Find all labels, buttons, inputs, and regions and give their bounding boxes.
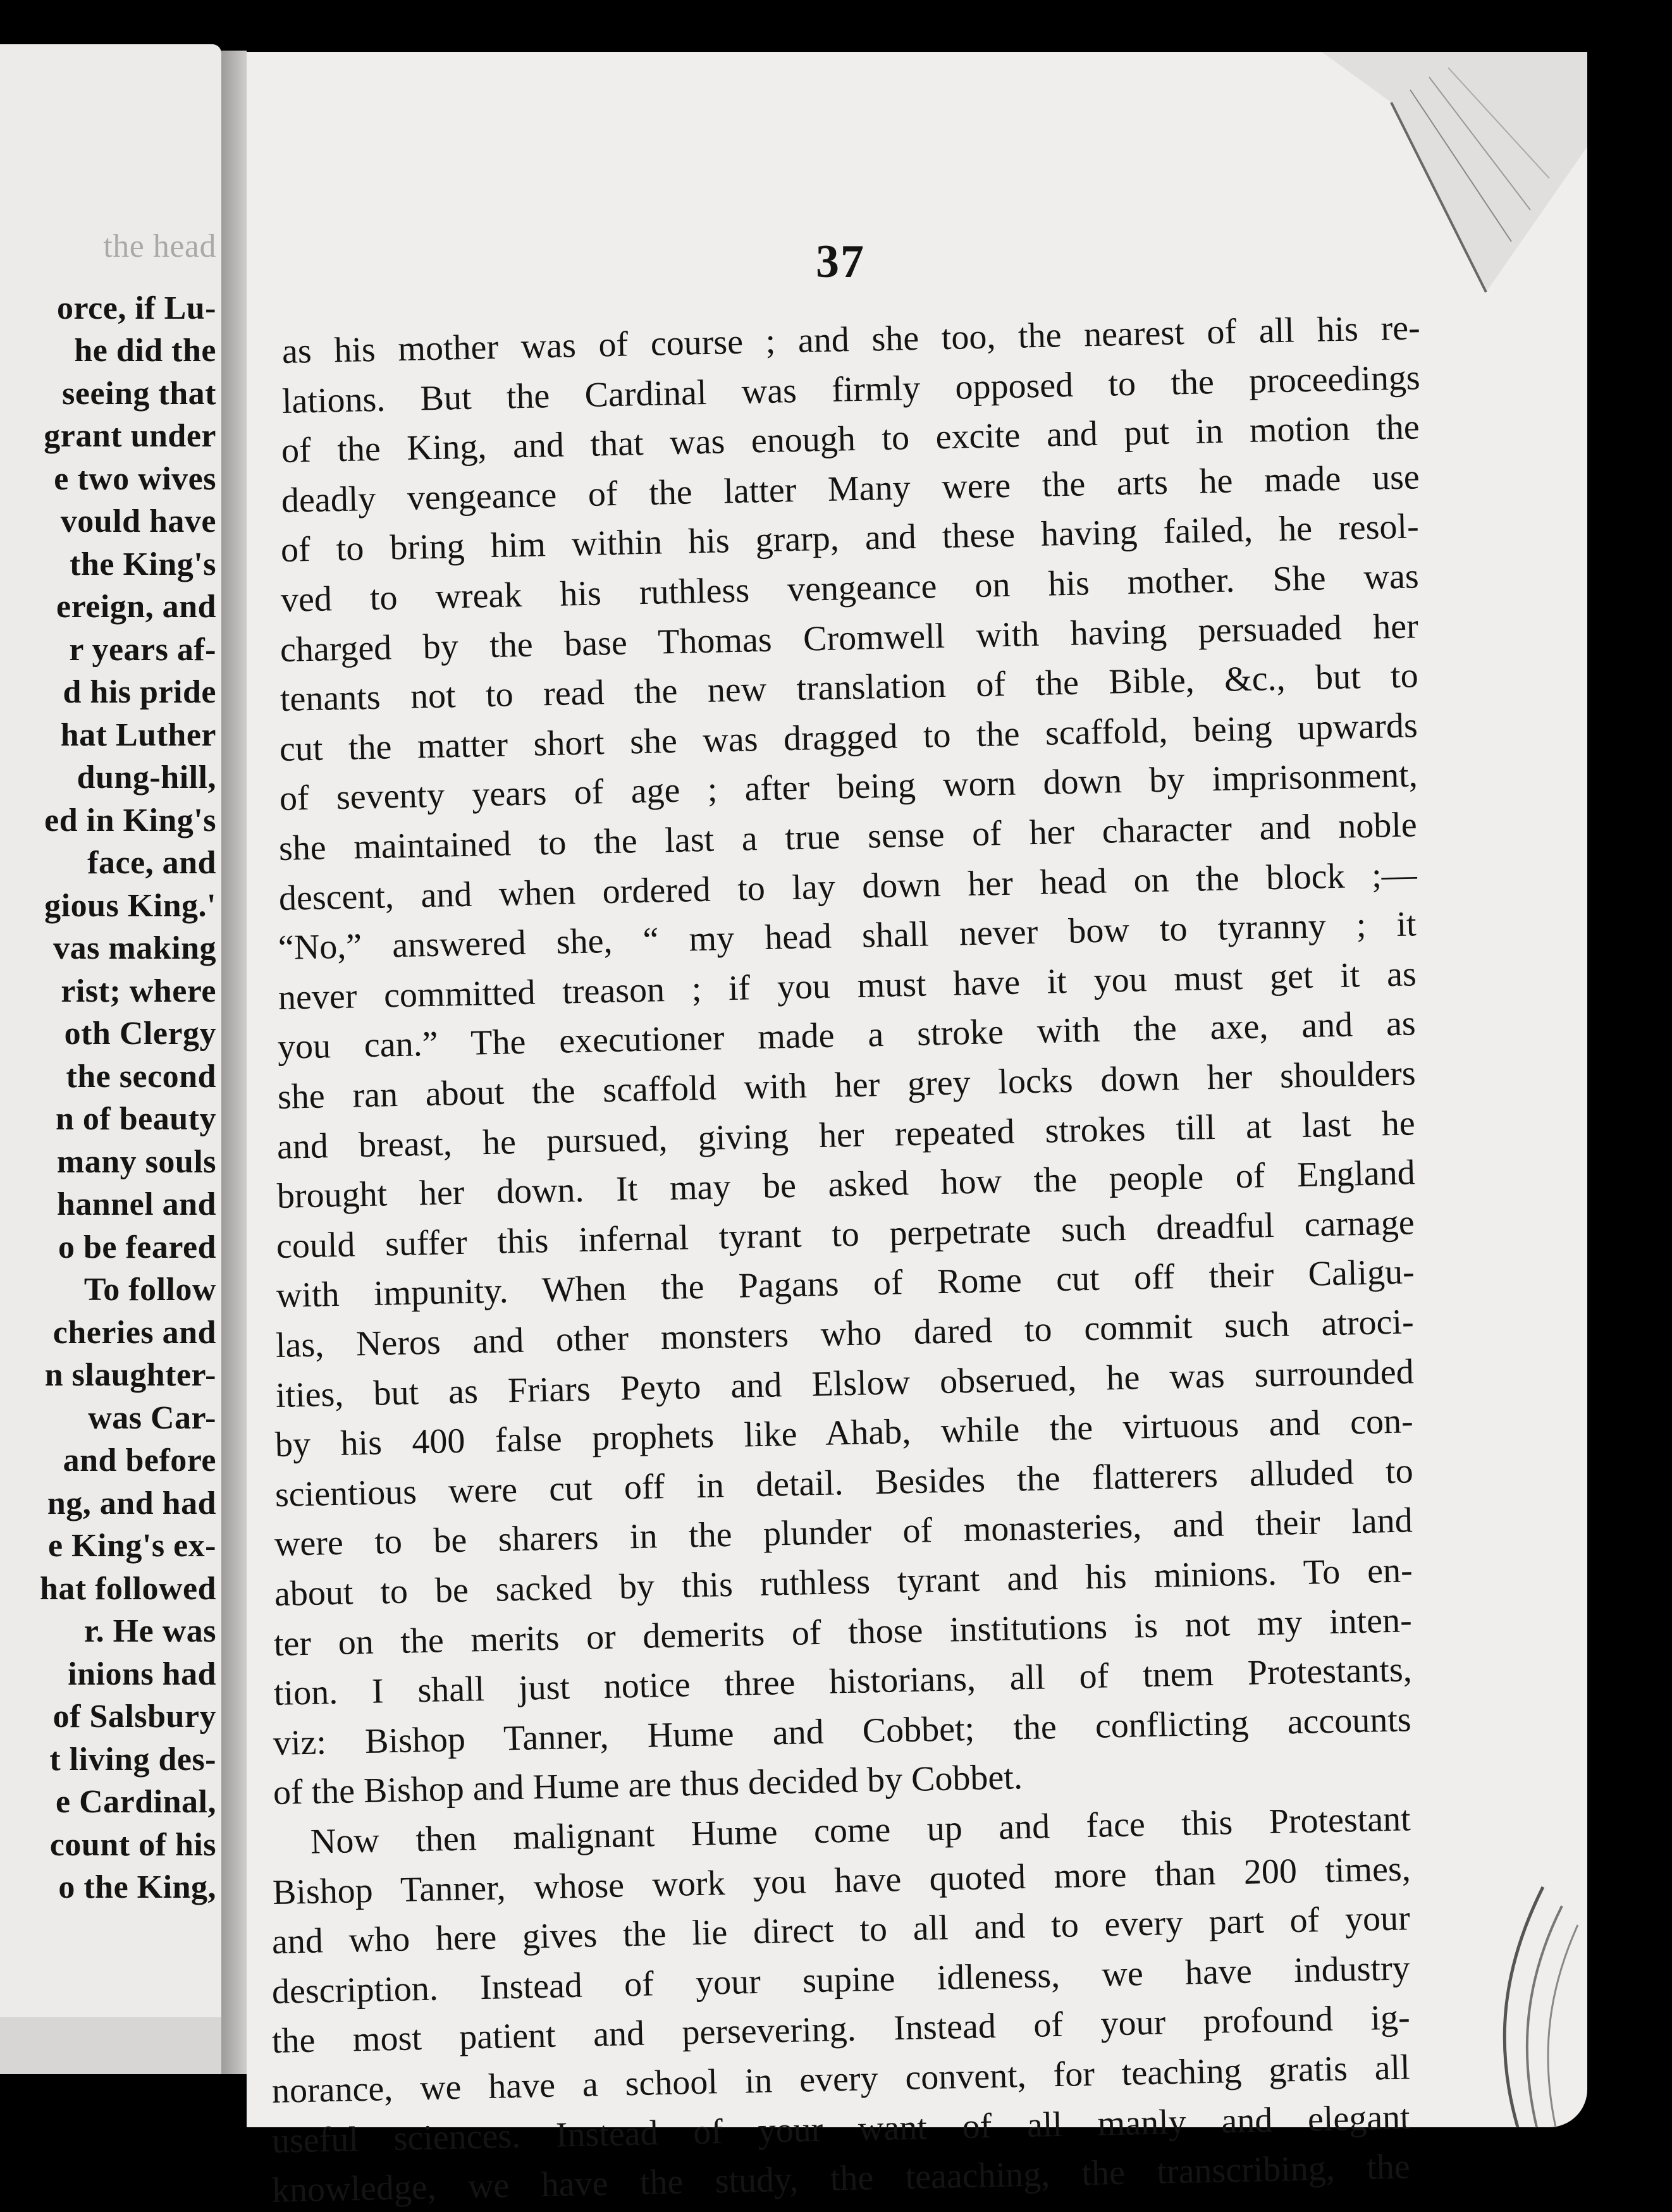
body-text-line: useful sciences. Instead of your want of all manly and elegant bbox=[271, 2097, 1411, 2161]
body-text-line: “No,” answered she, “ my head shall never bow to tyranny ; it bbox=[278, 904, 1417, 968]
body-text-line: viz: Bishop Tanner, Hume and Cobbet; the conflicting accounts bbox=[273, 1700, 1412, 1763]
left-page-line: face, and bbox=[87, 845, 216, 881]
left-page-line: vould have bbox=[60, 503, 216, 539]
left-page-line: the head bbox=[103, 228, 216, 264]
body-text-line: description. Instead of your supine idleness, we have industry bbox=[271, 1948, 1411, 2012]
left-page-line: vas making bbox=[53, 930, 216, 966]
bottom-corner-curl bbox=[1467, 1887, 1587, 2127]
body-text-line: ved to wreak his ruthless vengeance on his mother. She was bbox=[280, 556, 1419, 620]
left-page-line: hat followed bbox=[40, 1570, 216, 1607]
body-text-line: of seventy years of age ; after being worn down by imprisonment, bbox=[278, 755, 1418, 819]
body-text-line: of to bring him within his grarp, and these having failed, he resol- bbox=[280, 507, 1420, 570]
left-page-line: and before bbox=[63, 1442, 216, 1478]
left-page-line: e two wives bbox=[54, 460, 216, 497]
body-text-line: could suffer this infernal tyrant to perpetrate such dreadful carnage bbox=[276, 1203, 1415, 1266]
body-text-line: las, Neros and other monsters who dared to commit such atroci- bbox=[275, 1302, 1415, 1365]
left-page-line: e King's ex- bbox=[48, 1528, 216, 1564]
body-text-line: tenants not to read the new translation of the Bible, &c., but to bbox=[279, 656, 1418, 720]
body-text-line: ities, but as Friars Peyto and Elslow obserued, he was surrounded bbox=[274, 1351, 1414, 1415]
main-page bbox=[247, 52, 1587, 2211]
body-text-line: you can.” The executioner made a stroke with the axe, and as bbox=[277, 1004, 1417, 1067]
body-text-line: cut the matter short she was dragged to the scaffold, being upwards bbox=[279, 706, 1418, 769]
left-page-line: of Salsbury bbox=[52, 1699, 216, 1735]
left-page-line: t living des- bbox=[49, 1741, 216, 1778]
left-page-line: r. He was bbox=[83, 1613, 216, 1649]
body-text-line: as his mother was of course ; and she too, the nearest of all his re- bbox=[281, 308, 1421, 371]
left-page-line: n slaughter- bbox=[44, 1357, 216, 1393]
body-text-line: Now then malignant Hume come up and face this Protestant bbox=[310, 1799, 1411, 1862]
body-text-line: of the Bishop and Hume are thus decided by Cobbet. bbox=[272, 1757, 1023, 1813]
body-text-line: Bishop Tanner, whose work you have quoted more than 200 times, bbox=[271, 1848, 1411, 1912]
body-text-line: scientious were cut off in detail. Besides the flatterers alluded to bbox=[274, 1451, 1413, 1515]
left-page-line: ed in King's bbox=[44, 802, 216, 839]
left-page-line: the second bbox=[66, 1058, 216, 1095]
left-page-line: was Car- bbox=[88, 1399, 216, 1436]
page-number: 37 bbox=[816, 236, 865, 288]
folded-corner bbox=[1322, 52, 1587, 292]
left-page-line: many souls bbox=[56, 1143, 216, 1180]
left-page-line: grant under bbox=[44, 418, 216, 454]
left-page-line: d his pride bbox=[63, 674, 216, 710]
left-page-line: o the King, bbox=[58, 1869, 216, 1905]
body-text-line: about to be sacked by this ruthless tyrant and his minions. To en- bbox=[273, 1551, 1413, 1614]
left-page-line: gious King.' bbox=[44, 887, 216, 924]
body-text-line: lations. But the Cardinal was firmly opposed to the proceedings bbox=[281, 357, 1420, 421]
left-page-line: r years af- bbox=[69, 631, 216, 668]
body-text-line: deadly vengeance of the latter Many were the arts he made use bbox=[280, 457, 1420, 520]
body-text-line: charged by the base Thomas Cromwell with having persuaded her bbox=[280, 606, 1419, 670]
left-page-line: inions had bbox=[68, 1656, 216, 1692]
left-page-line: oth Clergy bbox=[64, 1016, 216, 1052]
body-text-line: were to be sharers in the plunder of monasteries, and their land bbox=[274, 1501, 1413, 1564]
body-text-line: and breast, he pursued, giving her repeated strokes till at last he bbox=[276, 1103, 1416, 1167]
left-page-line: o be feared bbox=[58, 1229, 216, 1265]
body-text-line: brought her down. It may be asked how the people of England bbox=[276, 1153, 1415, 1217]
body-text-line: of the King, and that was enough to excite and put in motion the bbox=[281, 407, 1420, 471]
body-text-line: norance, we have a school in every convent, for teaching gratis all bbox=[271, 2048, 1411, 2111]
left-page-line: hat Luther bbox=[60, 716, 216, 753]
body-text-line: she maintained to the last a true sense of her character and noble bbox=[278, 805, 1418, 868]
page-gutter bbox=[221, 51, 247, 2074]
left-page-torn-edge bbox=[0, 2017, 221, 2074]
left-page-line: the King's bbox=[70, 546, 216, 582]
left-page-line: seeing that bbox=[62, 375, 216, 412]
body-text-line: tion. I shall just notice three historians, all of tnem Protestants, bbox=[273, 1650, 1412, 1714]
body-text-line: knowledge, we have the study, the teaaching, the transcribing, the bbox=[271, 2147, 1411, 2211]
body-text-line: with impunity. When the Pagans of Rome cut off their Caligu- bbox=[275, 1252, 1415, 1316]
left-page-line: n of beauty bbox=[56, 1101, 216, 1137]
left-page-line: rist; where bbox=[61, 973, 216, 1009]
body-text-line: she ran about the scaffold with her grey locks down her shoulders bbox=[276, 1054, 1416, 1117]
left-page bbox=[0, 44, 221, 2074]
left-page-line: hannel and bbox=[56, 1186, 216, 1222]
left-page-line: To follow bbox=[83, 1272, 216, 1308]
left-page-line: orce, if Lu- bbox=[57, 290, 216, 326]
left-page-line: cheries and bbox=[52, 1314, 216, 1351]
body-text-line: ter on the merits or demerits of those institutions is not my inten- bbox=[273, 1600, 1413, 1664]
body-text-line: never committed treason ; if you must have it you must get it as bbox=[277, 954, 1417, 1017]
body-text-line: and who here gives the lie direct to all and to every part of your bbox=[271, 1898, 1411, 1962]
body-text-line: descent, and when ordered to lay down her head on the block ;— bbox=[278, 854, 1417, 918]
body-text-line: the most patient and persevering. Instead of your profound ig- bbox=[271, 1998, 1411, 2061]
left-page-line: dung-hill, bbox=[77, 759, 216, 796]
left-page-line: ng, and had bbox=[47, 1485, 216, 1521]
left-page-line: he did the bbox=[74, 333, 216, 369]
body-text-line: by his 400 false prophets like Ahab, while the virtuous and con- bbox=[274, 1401, 1414, 1465]
left-page-line: count of his bbox=[49, 1826, 216, 1863]
left-page-line: ereign, and bbox=[56, 589, 216, 625]
left-page-line: e Cardinal, bbox=[56, 1784, 216, 1820]
